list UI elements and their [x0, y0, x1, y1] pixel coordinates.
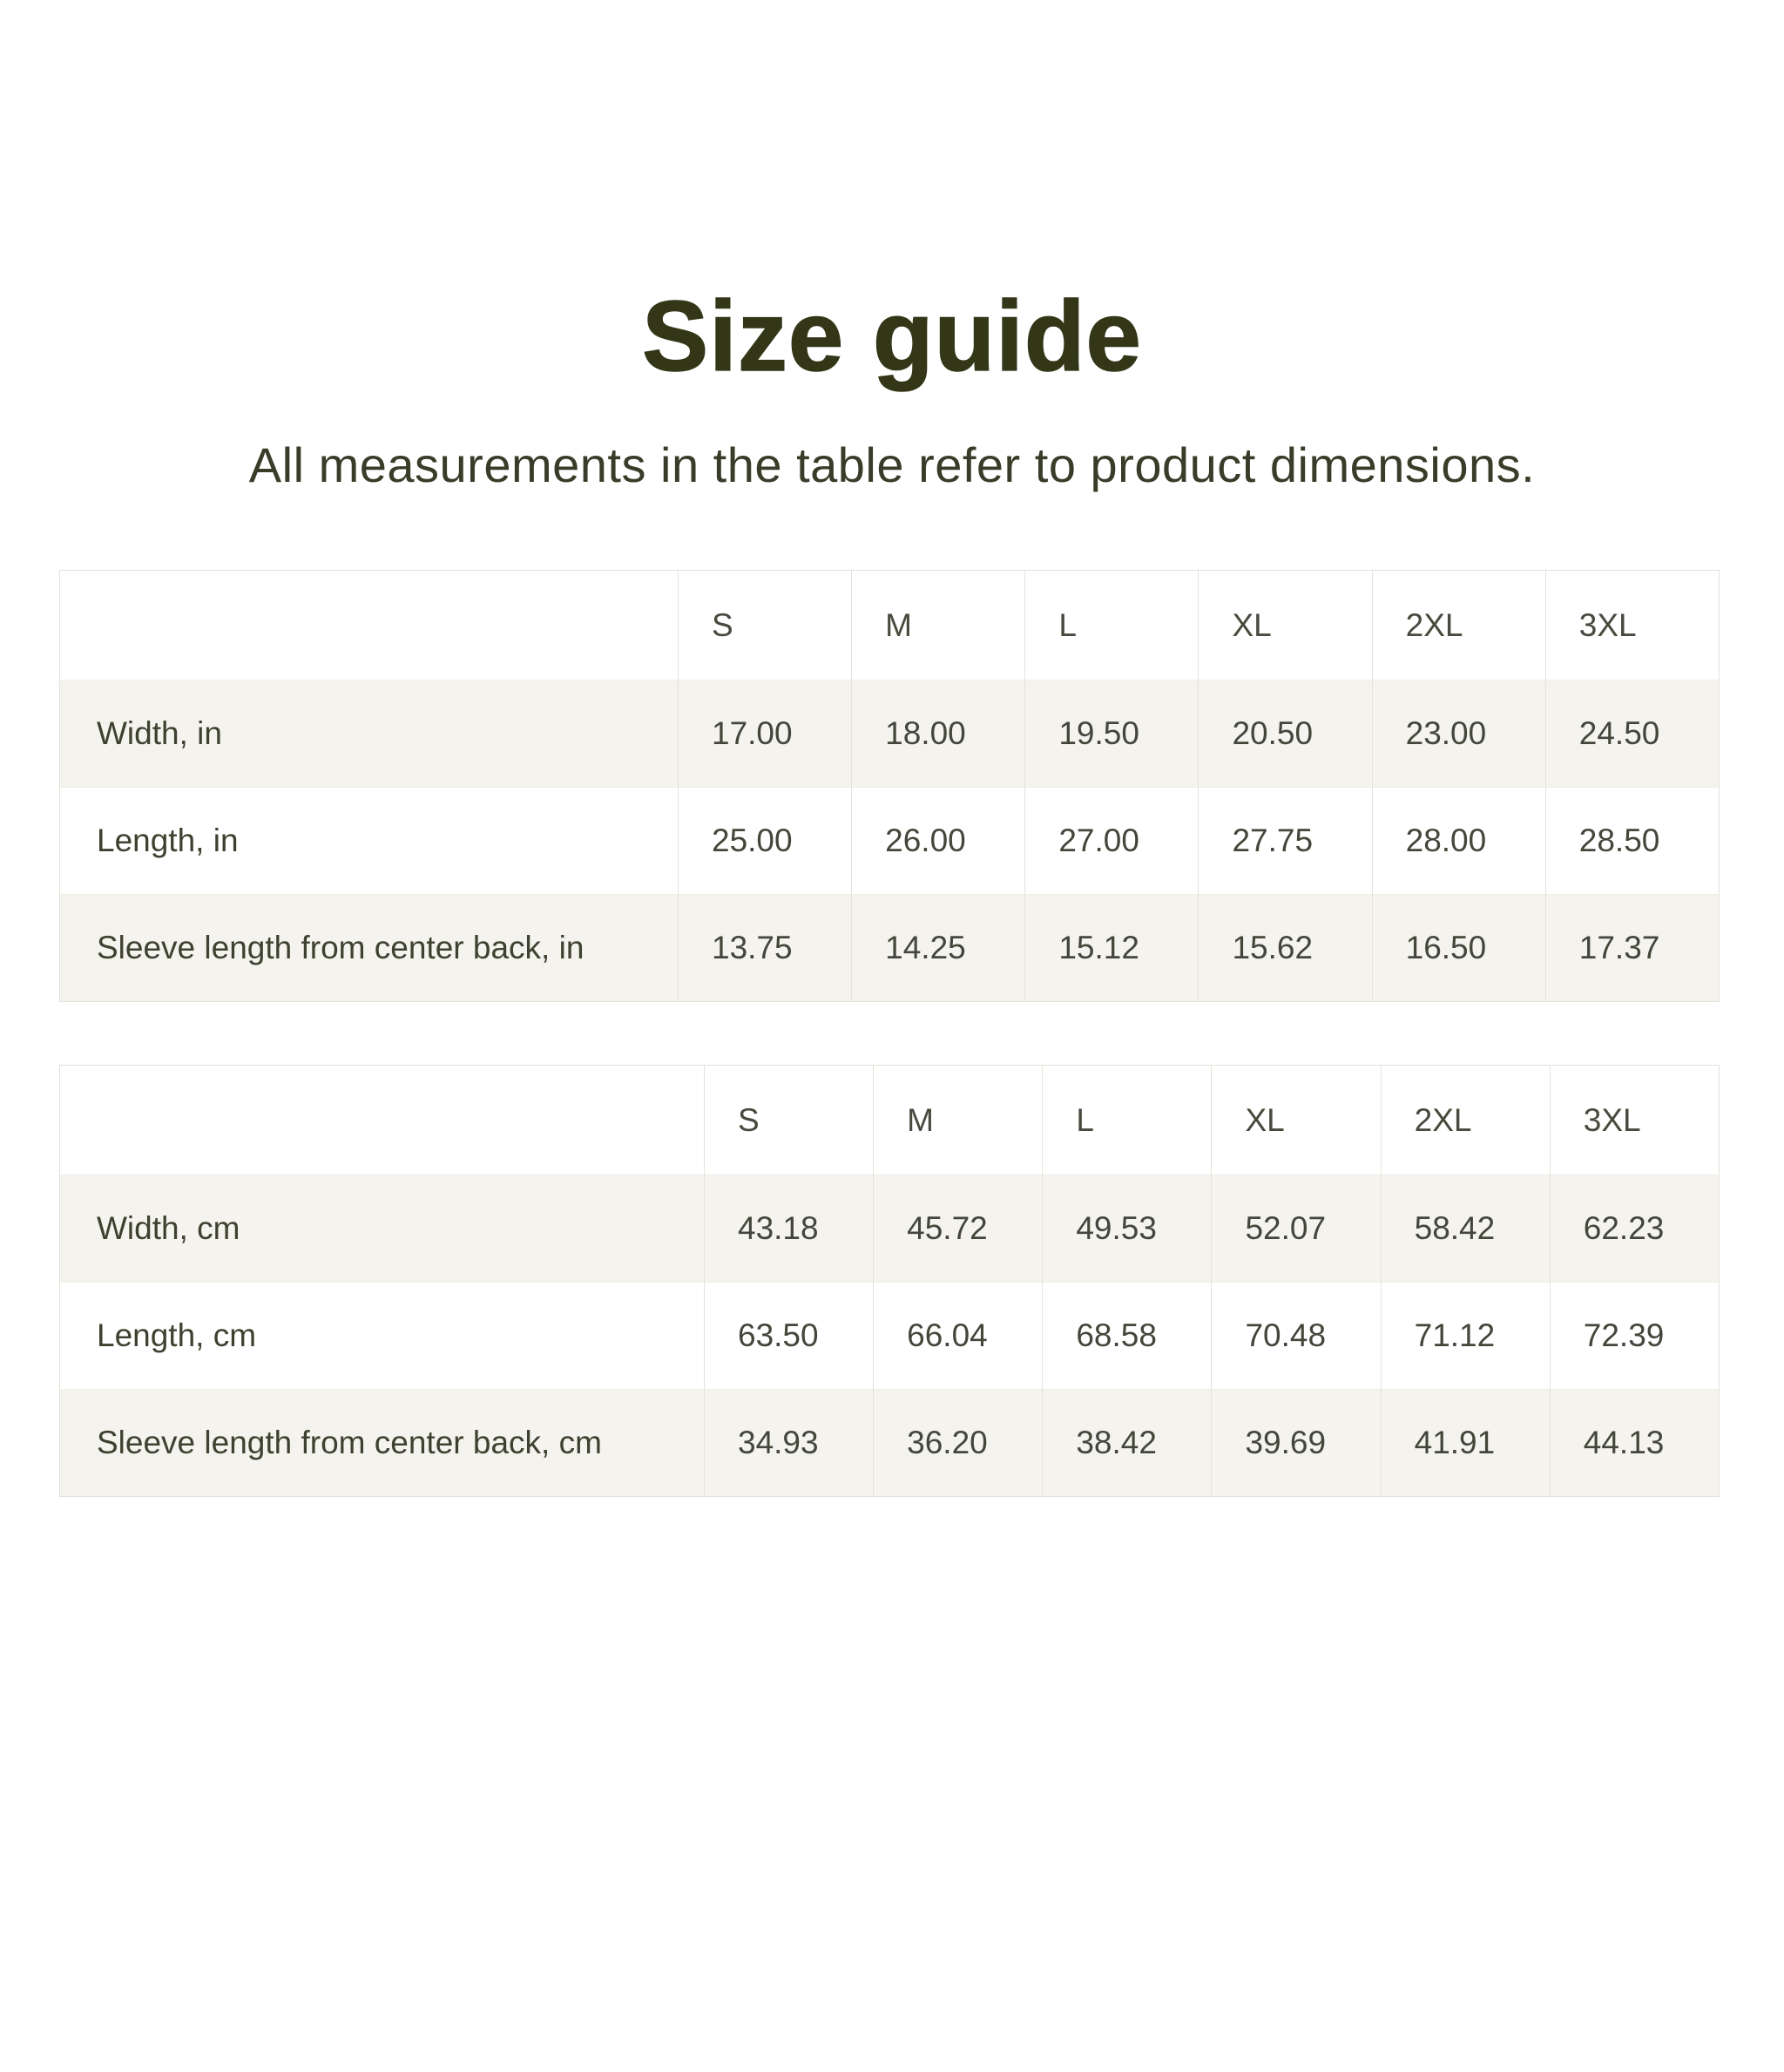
measurement-cell: 34.93	[705, 1390, 874, 1497]
page-title: Size guide	[642, 281, 1142, 392]
measurement-cell: 25.00	[679, 788, 852, 895]
measurement-cell: 16.50	[1372, 895, 1545, 1002]
corner-cell	[60, 571, 679, 681]
size-header-2xl: 2XL	[1381, 1066, 1550, 1175]
table-row-width-in	[60, 681, 1720, 788]
measurement-cell: 19.50	[1025, 681, 1199, 788]
table-row-length-in	[60, 788, 1720, 895]
row-label: Length, cm	[97, 1317, 257, 1353]
row-label: Sleeve length from center back, cm	[97, 1425, 602, 1460]
measurement-cell: 17.00	[679, 681, 852, 788]
measurement-cell: 15.62	[1199, 895, 1372, 1002]
measurement-cell: 70.48	[1212, 1283, 1381, 1390]
measurement-cell: 72.39	[1550, 1283, 1719, 1390]
size-header-2xl: 2XL	[1372, 571, 1545, 681]
measurement-cell: 63.50	[705, 1283, 874, 1390]
size-header-row	[60, 1066, 1720, 1175]
size-header-s: S	[679, 571, 852, 681]
size-header-m: M	[852, 571, 1025, 681]
measurement-cell: 41.91	[1381, 1390, 1550, 1497]
measurement-cell: 23.00	[1372, 681, 1545, 788]
measurement-cell: 17.37	[1545, 895, 1719, 1002]
size-header-row	[60, 571, 1720, 681]
measurement-cell: 45.72	[874, 1175, 1043, 1283]
table-row-width-cm	[60, 1175, 1720, 1283]
size-header-xl: XL	[1212, 1066, 1381, 1175]
measurement-cell: 38.42	[1043, 1390, 1212, 1497]
measurement-cell: 52.07	[1212, 1175, 1381, 1283]
measurement-cell: 39.69	[1212, 1390, 1381, 1497]
size-header-xl: XL	[1199, 571, 1372, 681]
measurement-cell: 36.20	[874, 1390, 1043, 1497]
measurement-cell: 28.00	[1372, 788, 1545, 895]
measurement-cell: 44.13	[1550, 1390, 1719, 1497]
measurement-cell: 18.00	[852, 681, 1025, 788]
measurement-cell: 66.04	[874, 1283, 1043, 1390]
table-row-length-cm	[60, 1283, 1720, 1390]
measurement-cell: 43.18	[705, 1175, 874, 1283]
measurement-cell: 14.25	[852, 895, 1025, 1002]
size-header-s: S	[705, 1066, 874, 1175]
size-guide-page	[0, 281, 1784, 2072]
measurement-cell: 13.75	[679, 895, 852, 1002]
measurement-cell: 26.00	[852, 788, 1025, 895]
table-row-sleeve-in	[60, 895, 1720, 1002]
corner-cell	[60, 1066, 705, 1175]
size-header-l: L	[1043, 1066, 1212, 1175]
measurement-cell: 28.50	[1545, 788, 1719, 895]
measurement-cell: 58.42	[1381, 1175, 1550, 1283]
size-header-l: L	[1025, 571, 1199, 681]
measurement-cell: 20.50	[1199, 681, 1372, 788]
measurement-cell: 71.12	[1381, 1283, 1550, 1390]
measurement-cell: 27.00	[1025, 788, 1199, 895]
row-label: Width, in	[97, 715, 222, 751]
row-label: Sleeve length from center back, in	[97, 930, 585, 965]
measurement-cell: 68.58	[1043, 1283, 1212, 1390]
size-header-3xl: 3XL	[1545, 571, 1719, 681]
size-header-m: M	[874, 1066, 1043, 1175]
measurement-cell: 15.12	[1025, 895, 1199, 1002]
measurement-cell: 24.50	[1545, 681, 1719, 788]
measurement-cell: 62.23	[1550, 1175, 1719, 1283]
size-header-3xl: 3XL	[1550, 1066, 1719, 1175]
measurement-cell: 49.53	[1043, 1175, 1212, 1283]
size-table-centimeters	[59, 1065, 1720, 1497]
row-label: Length, in	[97, 823, 239, 858]
table-row-sleeve-cm	[60, 1390, 1720, 1497]
page-subtitle: All measurements in the table refer to product dimensions.	[248, 437, 1536, 492]
measurement-cell: 27.75	[1199, 788, 1372, 895]
size-table-inches	[59, 570, 1720, 1002]
row-label: Width, cm	[97, 1210, 240, 1246]
